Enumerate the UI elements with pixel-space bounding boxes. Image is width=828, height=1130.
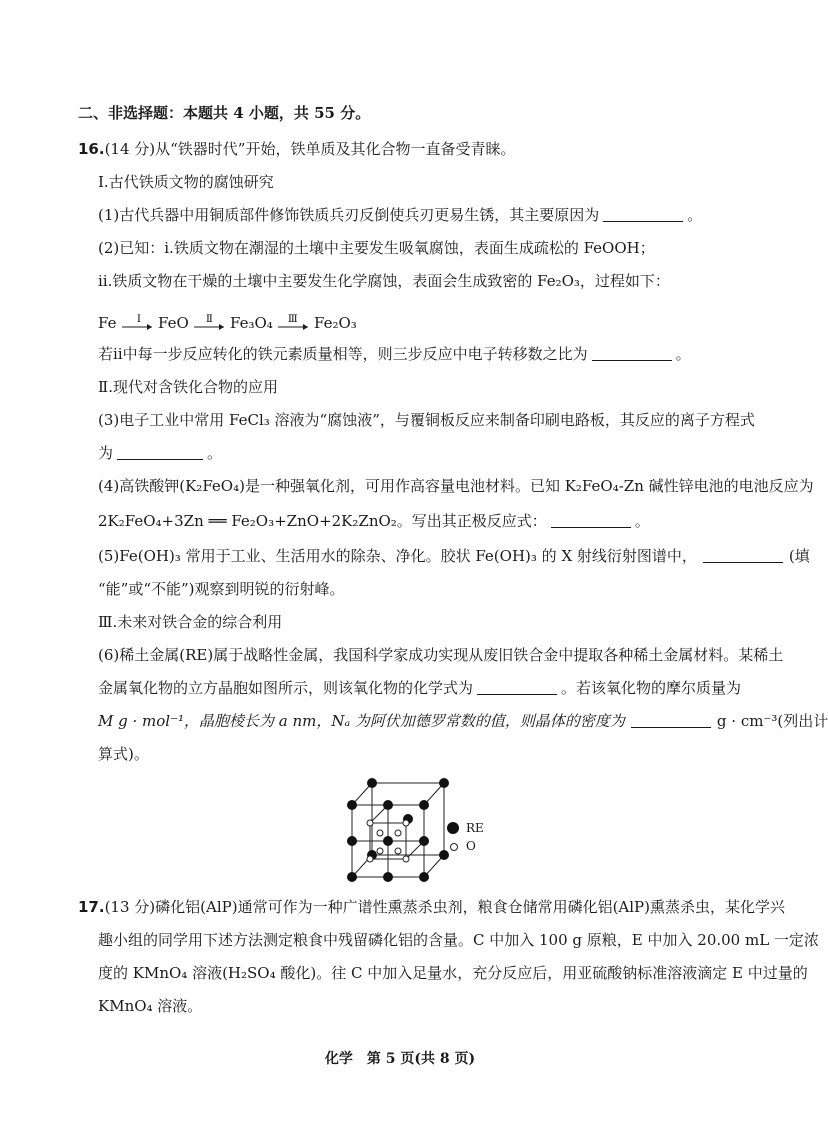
q16-part1-title: Ⅰ.古代铁质文物的腐蚀研究 [98,173,274,191]
re-atom [383,872,393,882]
answer-blank-2[interactable] [592,346,672,361]
q16-4-line2-text: 2K₂FeO₄+3Zn ══ Fe₂O₃+ZnO+2K₂ZnO₂。写出其正极反应式： [98,512,547,530]
species-fe3o4: Fe₃O₄ [230,314,273,332]
species-fe2o3: Fe₂O₃ [314,314,357,332]
arrow-2 [194,314,228,338]
o-atom [377,830,383,836]
q16-2-line2: ⅱ.铁质文物在干燥的土壤中主要发生化学腐蚀，表面会生成致密的 Fe₂O₃，过程如下： [98,272,670,290]
re-atom [419,872,429,882]
legend-o-label: O [466,839,476,853]
q16-5-line1 [98,546,810,566]
q17-line3: 度的 KMnO₄ 溶液(H₂SO₄ 酸化)。往 C 中加入足量水，充分反应后，用亚硫酸钠标准溶液滴定 E 中过量的 [98,964,808,982]
o-atom [403,856,409,862]
answer-blank-5[interactable] [703,548,783,563]
re-atom [419,800,429,810]
answer-blank-4[interactable] [551,513,631,528]
re-atom [439,850,449,860]
q16-2-line3 [98,344,691,364]
re-atom [367,778,377,788]
q16-1 [98,205,702,225]
q17-number: 17. [78,898,105,916]
q17-line1-text: (13 分)磷化铝(AlP)通常可作为一种广谱性熏蒸杀虫剂，粮食仓储常用磷化铝(AlP)熏蒸杀虫，某化学兴 [104,898,785,916]
q16-6-line2b: 。若该氧化物的摩尔质量为 [561,679,742,697]
q16-6-line3 [98,711,828,731]
o-atom [367,820,373,826]
species-fe: Fe [98,314,117,332]
o-atom [395,830,401,836]
q16-5-line1a: (5)Fe(OH)₃ 常用于工业、生活用水的除杂、净化。胶状 Fe(OH)₃ 的 X 射线衍射图谱中， [98,547,697,565]
q16-5-line2: “能”或“不能”)观察到明锐的衍射峰。 [98,580,345,598]
arrow-3 [278,314,312,338]
q16-3-line2 [98,443,222,463]
re-atom [383,836,393,846]
q16-number: 16. [78,140,105,158]
q16-1-text: (1)古代兵器中用铜质部件修饰铁质兵刃反倒使兵刃更易生锈，其主要原因为 [98,206,600,224]
q16-6-line2 [98,678,741,698]
legend-re-label: RE [466,821,484,835]
q17-line4: KMnO₄ 溶液。 [98,997,203,1015]
q16-3-line2-text: 为 [98,444,114,462]
svg-text:Ⅲ: Ⅲ [288,314,298,325]
re-atom [347,800,357,810]
svg-text:Ⅰ: Ⅰ [137,314,141,325]
re-atom [383,800,393,810]
q16-6-line4: 算式)。 [98,745,149,763]
section-header: 二、非选择题：本题共 4 小题，共 55 分。 [78,104,371,122]
q17-line1 [78,897,785,917]
q16-2-line3-text: 若ⅱ中每一步反应转化的铁元素质量相等，则三步反应中电子转移数之比为 [98,345,588,363]
legend-o-marker [449,842,459,852]
page-footer: 化学 第 5 页(共 8 页) [324,1051,476,1067]
q16-4-line1: (4)高铁酸钾(K₂FeO₄)是一种强氧化剂，可用作高容量电池材料。已知 K₂FeO₄-Zn 碱性锌电池的电池反应为 [98,477,814,495]
q16-6-line2a: 金属氧化物的立方晶胞如图所示，则该氧化物的化学式为 [98,679,474,697]
q16-6-line3a: M g · mol⁻¹，晶胞棱长为 a nm，Nₐ 为阿伏加德罗常数的值，则晶体的密度为 [98,712,625,730]
re-atom [347,872,357,882]
o-atom [377,848,383,854]
q17-line2: 趣小组的同学用下述方法测定粮食中残留磷化铝的含量。C 中加入 100 g 原粮，E 中加入 20.00 mL 一定浓 [98,931,819,949]
q16-intro [78,139,515,159]
answer-blank-6[interactable] [477,680,557,695]
q16-1-end: 。 [687,206,703,224]
o-atom [403,820,409,826]
o-atom [367,856,373,862]
q16-4-line2 [98,511,650,531]
legend-re-marker [446,821,460,835]
answer-blank-3[interactable] [117,445,203,460]
q16-4-end: 。 [634,512,650,530]
answer-blank-7[interactable] [631,713,711,728]
species-feo: FeO [158,314,189,332]
q16-5-line1b: (填 [788,547,810,565]
o-atom [395,848,401,854]
q16-2-line1: (2)已知：ⅰ.铁质文物在潮湿的土壤中主要发生吸氧腐蚀，表面生成疏松的 FeOOH； [98,239,655,257]
q16-2-end: 。 [675,345,691,363]
q16-6-line1: (6)稀土金属(RE)属于战略性金属，我国科学家成功实现从废旧铁合金中提取各种稀土金属材料。某稀土 [98,646,784,664]
arrow-1 [122,314,156,338]
q16-part3-title: Ⅲ.未来对铁合金的综合利用 [98,613,283,631]
q16-3-end: 。 [207,444,223,462]
answer-blank-1[interactable] [603,207,683,222]
q16-intro-text: (14 分)从“铁器时代”开始，铁单质及其化合物一直备受青睐。 [104,140,516,158]
q16-part2-title: Ⅱ.现代对含铁化合物的应用 [98,378,278,396]
re-atom [439,778,449,788]
re-atom [419,836,429,846]
svg-text:Ⅱ: Ⅱ [206,314,213,325]
q16-3-line1: (3)电子工业中常用 FeCl₃ 溶液为“腐蚀液”，与覆铜板反应来制备印刷电路板，其反应的离子方程式 [98,411,755,429]
q16-6-line3b: g · cm⁻³(列出计 [716,712,828,730]
re-atom [347,836,357,846]
